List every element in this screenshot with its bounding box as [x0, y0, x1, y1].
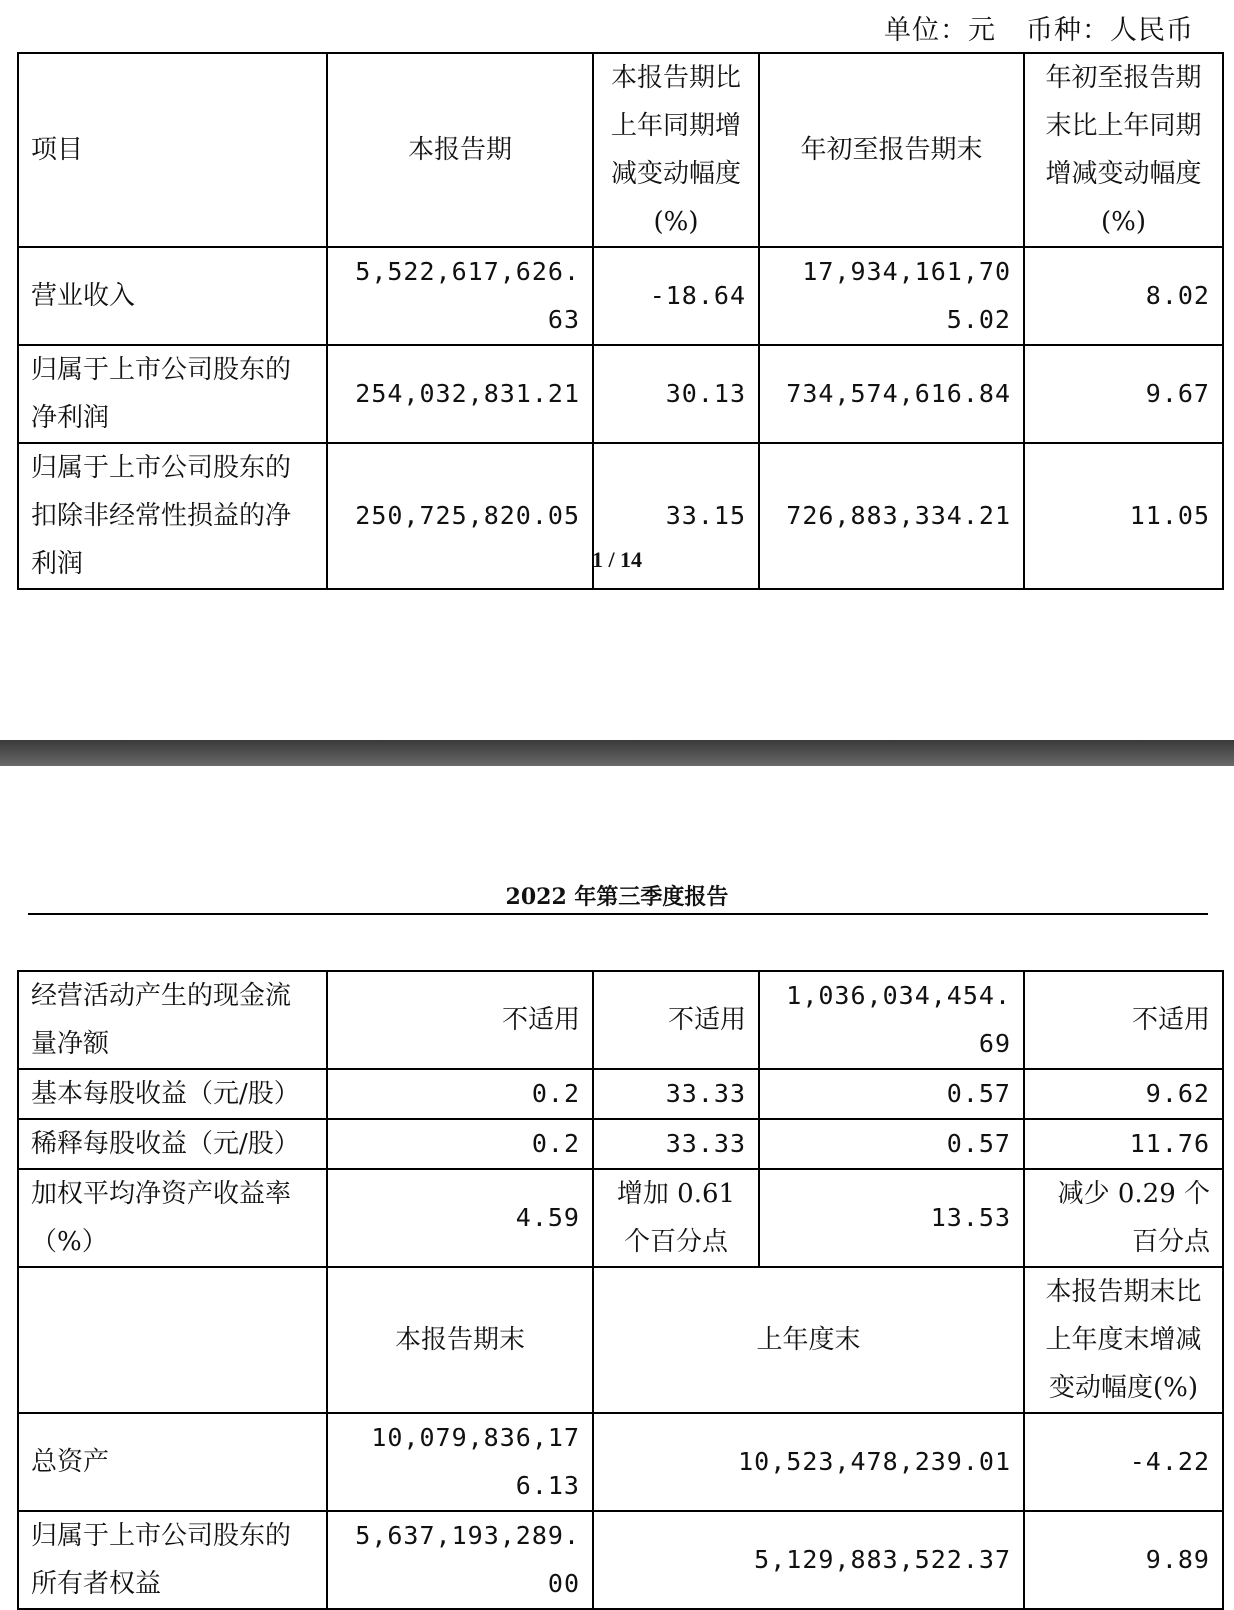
- table-row: [18, 345, 1223, 443]
- row-label: 稀释每股收益（元/股）: [18, 1119, 327, 1169]
- header-current-period-change: 本报告期比上年同期增减变动幅度(%): [593, 53, 759, 247]
- currency-label: 币种：人民币: [1026, 15, 1194, 46]
- row-label: 归属于上市公司股东的净利润: [18, 345, 327, 443]
- page-separator: [0, 740, 1234, 766]
- cell-value: 734,574,616.84: [759, 345, 1024, 443]
- cell-value: -18.64: [593, 247, 759, 345]
- cell-value: 33.15: [593, 443, 759, 589]
- row-label: 总资产: [18, 1413, 327, 1511]
- cell-value: 减少 0.29 个百分点: [1024, 1169, 1223, 1267]
- cell-value: 不适用: [1024, 971, 1223, 1069]
- table-row: [18, 1119, 1223, 1169]
- row-label: 加权平均净资产收益率（%）: [18, 1169, 327, 1267]
- cell-value: 增加 0.61 个百分点: [593, 1169, 759, 1267]
- unit-label: 单位：元: [884, 15, 996, 46]
- table-row: [18, 1169, 1223, 1267]
- cell-value: 0.57: [759, 1119, 1024, 1169]
- cell-value: 30.13: [593, 345, 759, 443]
- table-row: [18, 1511, 1223, 1609]
- cell-value: 0.2: [327, 1069, 593, 1119]
- header-prior-year-end: 上年度末: [593, 1267, 1024, 1413]
- cell-value: 250,725,820.05: [327, 443, 593, 589]
- row-label: 经营活动产生的现金流量净额: [18, 971, 327, 1069]
- cell-value: 13.53: [759, 1169, 1024, 1267]
- cell-value: 17,934,161,705.02: [759, 247, 1024, 345]
- cell-value: 5,522,617,626.63: [327, 247, 593, 345]
- table-row: [18, 971, 1223, 1069]
- cell-value: 0.2: [327, 1119, 593, 1169]
- cell-value: 不适用: [593, 971, 759, 1069]
- header-period-end: 本报告期末: [327, 1267, 593, 1413]
- cell-value: 9.89: [1024, 1511, 1223, 1609]
- cell-value: 5,637,193,289.00: [327, 1511, 593, 1609]
- table-row: [18, 1413, 1223, 1511]
- cell-value: 8.02: [1024, 247, 1223, 345]
- header-ytd: 年初至报告期末: [759, 53, 1024, 247]
- report-title: 2022 年第三季度报告: [505, 884, 729, 910]
- cell-value: 不适用: [327, 971, 593, 1069]
- table-header-row: [18, 53, 1223, 247]
- cell-value: 5,129,883,522.37: [593, 1511, 1024, 1609]
- cell-value: 10,079,836,176.13: [327, 1413, 593, 1511]
- header-item: 项目: [18, 53, 327, 247]
- page-number: 1 / 14: [591, 547, 643, 572]
- header-ytd-change: 年初至报告期末比上年同期增减变动幅度(%): [1024, 53, 1223, 247]
- cell-value: -4.22: [1024, 1413, 1223, 1511]
- key-financials-table-bottom: [17, 970, 1224, 1610]
- cell-value: 11.76: [1024, 1119, 1223, 1169]
- cell-value: 0.57: [759, 1069, 1024, 1119]
- header-period-end-change: 本报告期末比上年度末增减变动幅度(%): [1024, 1267, 1223, 1413]
- table-row: [18, 1069, 1223, 1119]
- cell-value: 4.59: [327, 1169, 593, 1267]
- cell-value: 33.33: [593, 1069, 759, 1119]
- unit-currency-note: [884, 8, 1194, 47]
- header-current-period: 本报告期: [327, 53, 593, 247]
- row-label: 营业收入: [18, 247, 327, 345]
- cell-value: 254,032,831.21: [327, 345, 593, 443]
- row-label: 基本每股收益（元/股）: [18, 1069, 327, 1119]
- cell-value: 33.33: [593, 1119, 759, 1169]
- cell-value: 726,883,334.21: [759, 443, 1024, 589]
- table-row: [18, 247, 1223, 345]
- cell-value: 10,523,478,239.01: [593, 1413, 1024, 1511]
- cell-value: 9.62: [1024, 1069, 1223, 1119]
- title-divider: [28, 913, 1208, 915]
- row-label: 归属于上市公司股东的所有者权益: [18, 1511, 327, 1609]
- cell-value: 11.05: [1024, 443, 1223, 589]
- cell-value: 9.67: [1024, 345, 1223, 443]
- row-label: 归属于上市公司股东的扣除非经常性损益的净利润: [18, 443, 327, 589]
- header-item-blank: [18, 1267, 327, 1413]
- cell-value: 1,036,034,454.69: [759, 971, 1024, 1069]
- key-financials-table-top: [17, 52, 1224, 590]
- table-header-row: [18, 1267, 1223, 1413]
